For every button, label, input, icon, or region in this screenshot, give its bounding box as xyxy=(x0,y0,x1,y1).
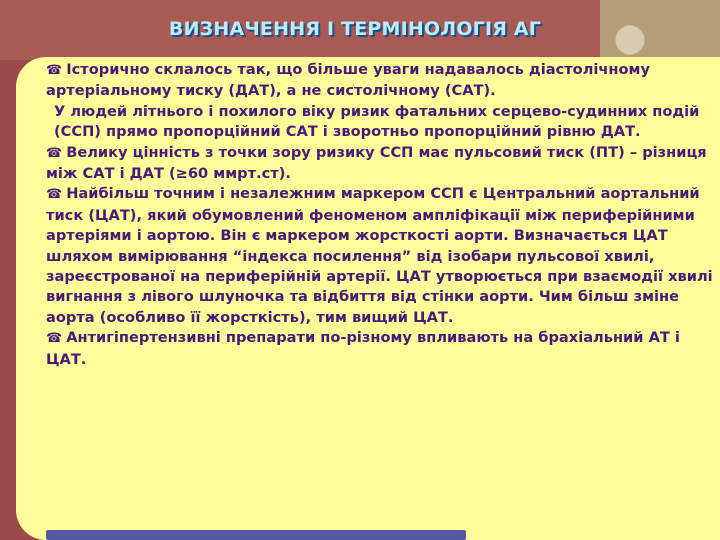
overflowing-next-line xyxy=(46,530,466,540)
slide-title: ВИЗНАЧЕННЯ І ТЕРМІНОЛОГІЯ АГ xyxy=(168,18,542,40)
paragraph-4: ☎ Найбільш точним і незалежним маркером ССП є Центральний аортальний тиск (ЦАТ), який обумовлений феноменом ампліфікації між периферійними артеріями і аортою. Він є маркером жорсткості аорти. Визначається ЦАТ шляхом вимірювання “індекса посилення” від ізобари пульсової хвилі, зареєстрованої на периферійній артерії. ЦАТ утворюється при взаємодії хвилі вигнання з лівого шлуночка та відбиття від стінки аорти. Чим більш зміне аорта (особливо її жорсткість), тим вищий ЦАТ. xyxy=(46,185,713,326)
telephone-icon: ☎ xyxy=(46,187,63,203)
telephone-icon: ☎ xyxy=(46,145,63,161)
paragraph-5: ☎ Антигіпертензивні препарати по-різному впливають на брахіальний АТ і ЦАТ. xyxy=(46,329,680,368)
paragraph-3: ☎ Велику цінність з точки зору ризику ССП має пульсовий тиск (ПТ) – різниця між САТ і ДАТ (≥60 ммрт.ст). xyxy=(46,143,707,183)
telephone-icon: ☎ xyxy=(46,331,63,347)
telephone-icon: ☎ xyxy=(46,63,63,78)
paragraph-1: ☎ Історично склалось так, що більше уваги надавалось діастолічному артеріальному тиску (ДАТ), а не систолічному (САТ). xyxy=(46,61,650,100)
slide-body xyxy=(46,60,716,540)
paragraph-2: У людей літнього і похилого віку ризик фатальних серцево-судинних подій (ССП) прямо пропорційний САТ і зворотньо пропорційний рівню ДАТ. xyxy=(54,102,700,141)
